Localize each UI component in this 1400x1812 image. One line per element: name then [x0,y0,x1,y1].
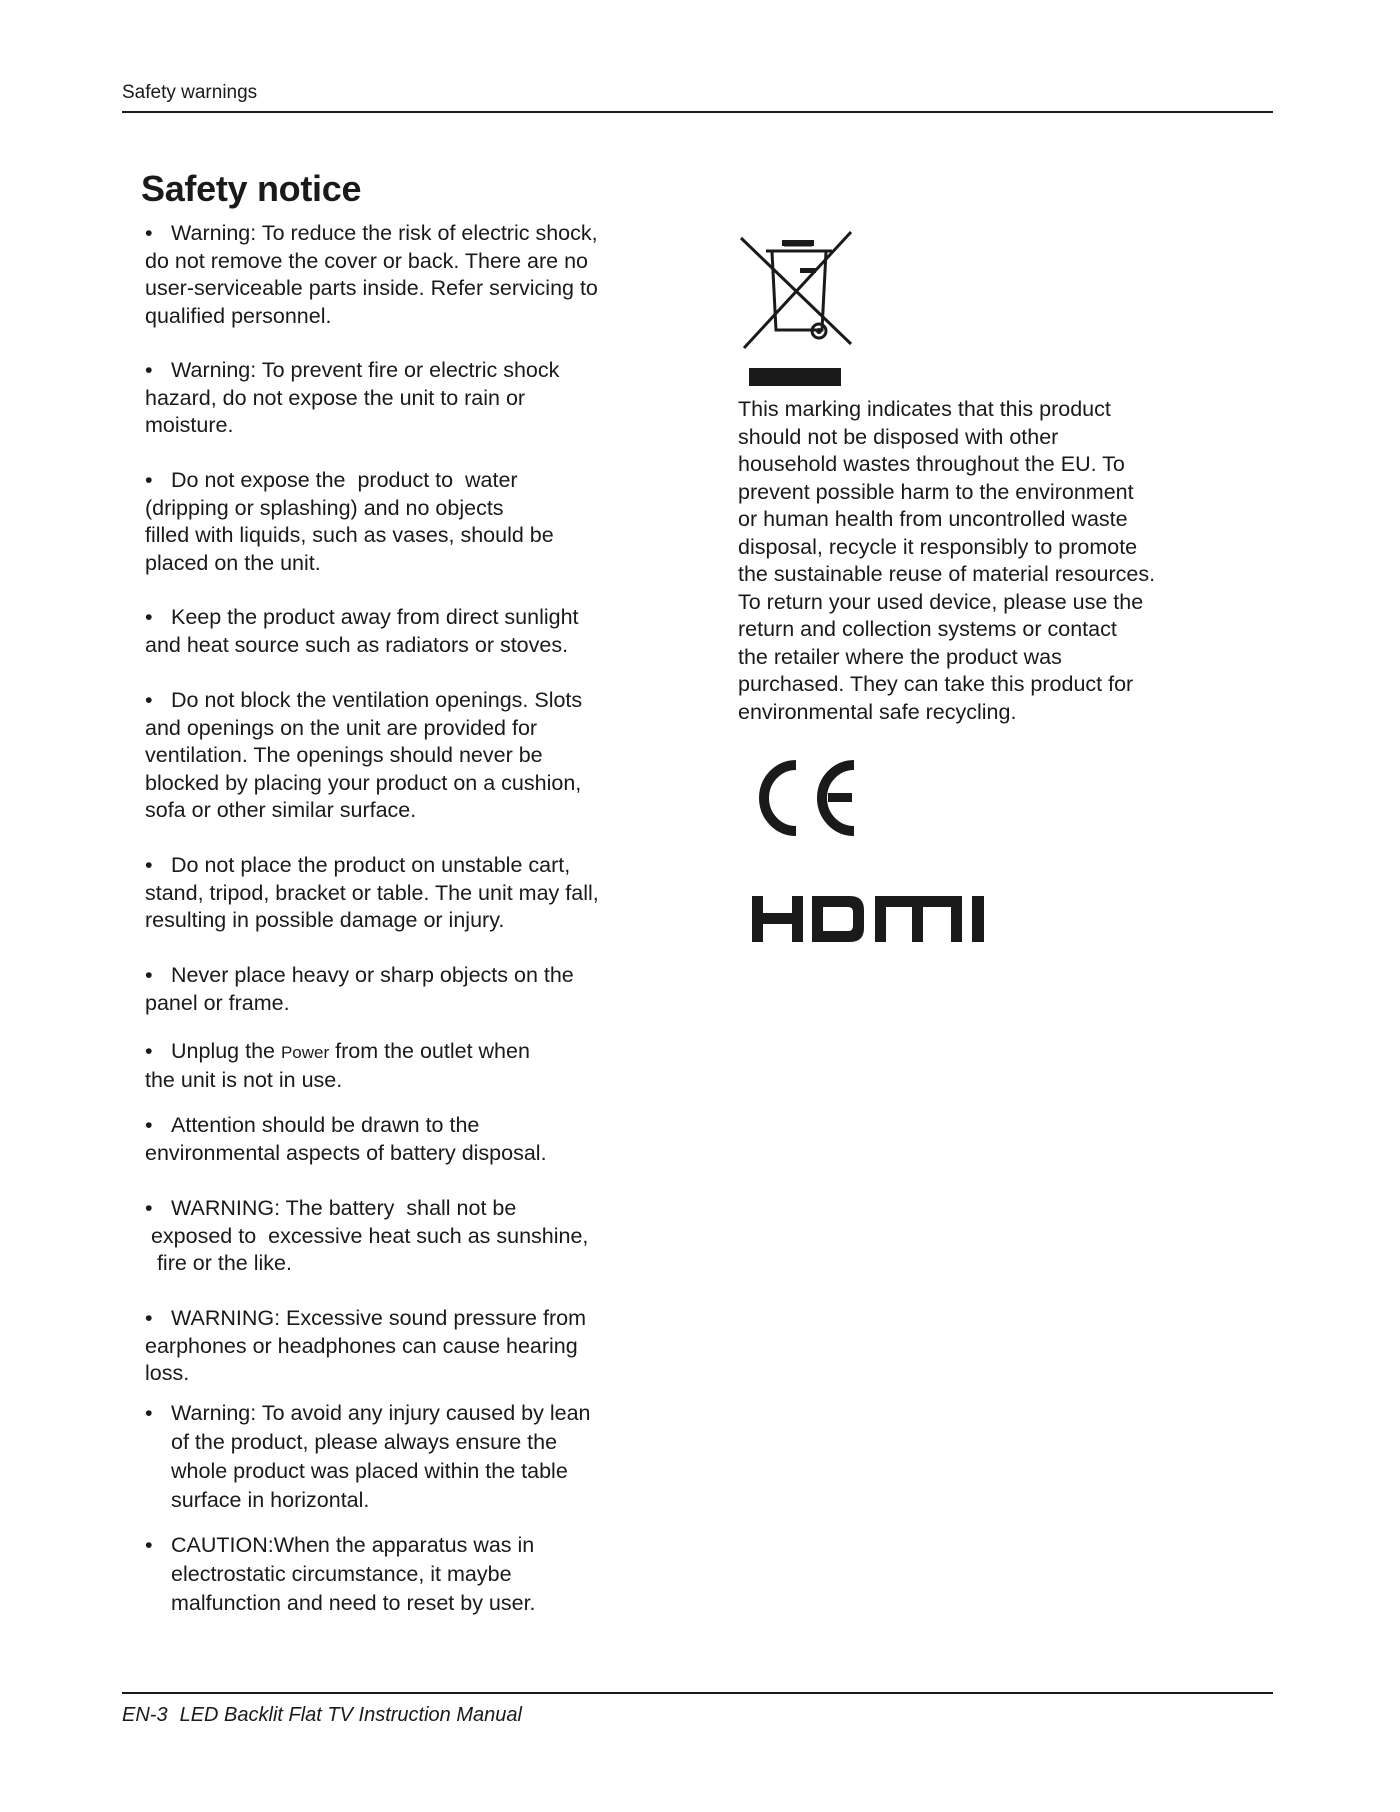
page-number: EN-3 [122,1704,168,1726]
notice-item: • Attention should be drawn to the environmental aspects of battery disposal. [145,1113,547,1165]
notice-item: • Warning: To prevent fire or electric shock hazard, do not expose the unit to rain or moisture. [145,358,560,437]
ce-mark-logo [752,758,862,838]
hdmi-logo [752,896,996,942]
weee-disposal-text: This marking indicates that this product should not be disposed with other household wastes throughout the EU. To prevent possible harm to the environment or human health from uncontrolled waste disposal, recycle it responsibly to promote the sustainable reuse of material resources. To return your used device, please use the return and collection systems or contact the retailer where the product was purchased. They can take this product for environmental safe recycling. [738,397,1156,724]
notice-item: • Warning: To reduce the risk of electric shock, do not remove the cover or back. There are no user-serviceable parts inside. Refer servicing to qualified personnel. [145,221,598,328]
notice-item: • Do not block the ventilation openings. Slots and openings on the unit are provided for ventilation. The openings should never be blocked by placing your product on a cushion, sofa or other similar surface. [145,688,583,822]
crossed-out-wheelie-bin-icon [738,224,854,370]
notice-item: • Keep the product away from direct sunlight and heat source such as radiators or stoves. [145,605,579,657]
notice-item: • WARNING: The battery shall not be exposed to excessive heat such as sunshine, fire or the like. [145,1196,589,1275]
header-section-label: Safety warnings [122,82,258,103]
header-rule [122,111,1273,113]
notice-item: • Never place heavy or sharp objects on the panel or frame. [145,963,574,1015]
footer-rule [122,1692,1273,1694]
notice-item: • Unplug the Power from the outlet when the unit is not in use. [145,1039,530,1092]
notice-item: • WARNING: Excessive sound pressure from earphones or headphones can cause hearing loss. [145,1306,586,1385]
notice-item: • Do not expose the product to water (dripping or splashing) and no objects filled with liquids, such as vases, should be placed on the unit. [145,468,554,575]
footer [122,1704,522,1727]
manual-title: LED Backlit Flat TV Instruction Manual [179,1704,522,1726]
notice-item: • Do not place the product on unstable cart, stand, tripod, bracket or table. The unit may fall, resulting in possible damage or injury. [145,853,599,932]
notice-item: • CAUTION:When the apparatus was in electrostatic circumstance, it maybe malfunction and need to reset by user. [145,1533,536,1615]
page-title: Safety notice [141,168,362,209]
notice-item: • Warning: To avoid any injury caused by lean of the product, please always ensure the whole product was placed within the table surface in horizontal. [145,1401,591,1512]
weee-bar [749,368,841,386]
